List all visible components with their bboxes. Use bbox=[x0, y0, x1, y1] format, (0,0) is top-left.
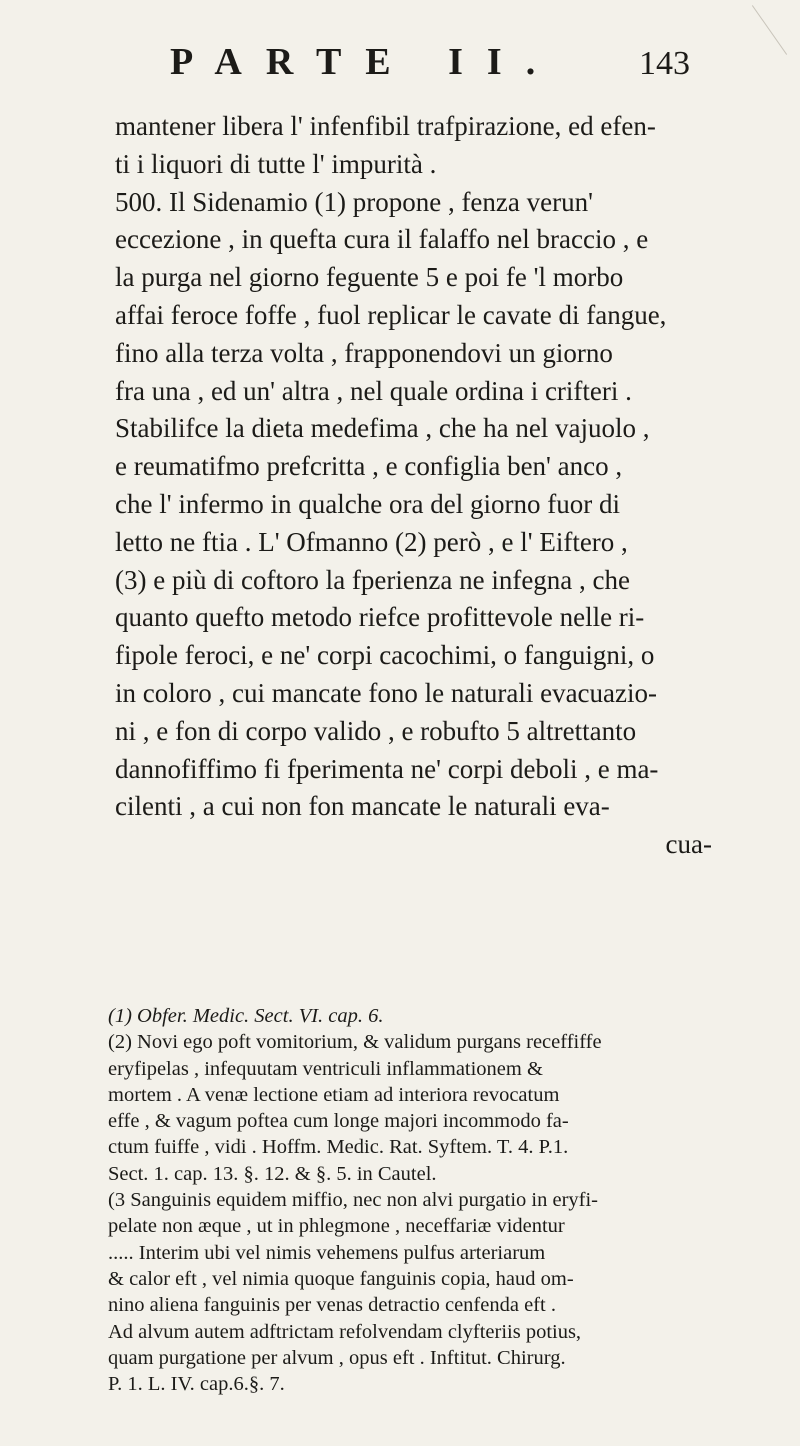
text-line: e reumatifmo prefcritta , e configlia ben' anco , bbox=[115, 451, 623, 482]
text-line: affai feroce foffe , fuol replicar le cavate di fangue, bbox=[115, 299, 667, 330]
running-head bbox=[170, 40, 690, 84]
footnote-line: (2) Novi ego poft vomitorium, & validum purgans receffiffe bbox=[108, 1031, 602, 1054]
catchword: cua- bbox=[665, 829, 712, 860]
text-line: eccezione , in quefta cura il falaffo nel braccio , e bbox=[115, 224, 649, 255]
text-line: la purga nel giorno feguente 5 e poi fe 'l morbo bbox=[115, 262, 624, 293]
text-line: ni , e fon di corpo valido , e robufto 5 altrettanto bbox=[115, 715, 637, 746]
text-line: fra una , ed un' altra , nel quale ordina i crifteri . bbox=[115, 375, 632, 406]
footnotes bbox=[108, 1003, 728, 1397]
footnote-line: P. 1. L. IV. cap.6.§. 7. bbox=[108, 1373, 285, 1396]
text-line: cilenti , a cui non fon mancate le naturali eva- bbox=[115, 791, 610, 822]
paper-crease bbox=[752, 5, 787, 55]
page-number: 143 bbox=[639, 45, 690, 82]
footnote-line: quam purgatione per alvum , opus eft . Inftitut. Chirurg. bbox=[108, 1346, 566, 1369]
text-line: dannofiffimo fi fperimenta ne' corpi deboli , e ma- bbox=[115, 753, 659, 784]
footnote-line: effe , & vagum poftea cum longe majori incommodo fa- bbox=[108, 1110, 569, 1133]
footnote-line: Ad alvum autem adftrictam refolvendam clyfteriis potius, bbox=[108, 1320, 582, 1343]
footnote-line: nino aliena fanguinis per venas detractio cenfenda eft . bbox=[108, 1294, 556, 1317]
text-line: fino alla terza volta , frapponendovi un giorno bbox=[115, 337, 613, 368]
text-line: quanto quefto metodo riefce profittevole nelle ri- bbox=[115, 602, 645, 633]
footnote-line: Sect. 1. cap. 13. §. 12. & §. 5. in Cautel. bbox=[108, 1162, 437, 1185]
text-line: letto ne ftia . L' Ofmanno (2) però , e l' Eiftero , bbox=[115, 526, 628, 557]
text-line: in coloro , cui mancate fono le naturali evacuazio- bbox=[115, 677, 658, 708]
running-title: PARTE II. bbox=[170, 41, 560, 83]
footnote-line: ctum fuiffe , vidi . Hoffm. Medic. Rat. Syftem. T. 4. P.1. bbox=[108, 1136, 569, 1159]
text-line: 500. Il Sidenamio (1) propone , fenza verun' bbox=[115, 186, 593, 217]
footnote-line: (3 Sanguinis equidem miffio, nec non alvi purgatio in eryfi- bbox=[108, 1189, 599, 1212]
footnote-line: ..... Interim ubi vel nimis vehemens pulfus arteriarum bbox=[108, 1241, 546, 1264]
text-line: che l' infermo in qualche ora del giorno fuor di bbox=[115, 488, 620, 519]
text-line: Stabilifce la dieta medefima , che ha nel vajuolo , bbox=[115, 413, 650, 444]
text-line: (3) e più di coftoro la fperienza ne infegna , che bbox=[115, 564, 631, 595]
footnote-line: pelate non æque , ut in phlegmone , neceffariæ videntur bbox=[108, 1215, 565, 1238]
main-text bbox=[115, 108, 720, 864]
text-line: fipole feroci, e ne' corpi cacochimi, o fanguigni, o bbox=[115, 640, 655, 671]
footnote-line: eryfipelas , infequutam ventriculi inflammationem & bbox=[108, 1057, 543, 1080]
text-line: mantener libera l' infenfibil trafpirazione, ed efen- bbox=[115, 111, 656, 141]
footnote-line: & calor eft , vel nimia quoque fanguinis copia, haud om- bbox=[108, 1267, 574, 1290]
footnote-line: (1) Obfer. Medic. Sect. VI. cap. 6. bbox=[108, 1005, 384, 1027]
text-line: ti i liquori di tutte l' impurità . bbox=[115, 148, 437, 179]
footnote-line: mortem . A venæ lectione etiam ad interiora revocatum bbox=[108, 1083, 560, 1106]
